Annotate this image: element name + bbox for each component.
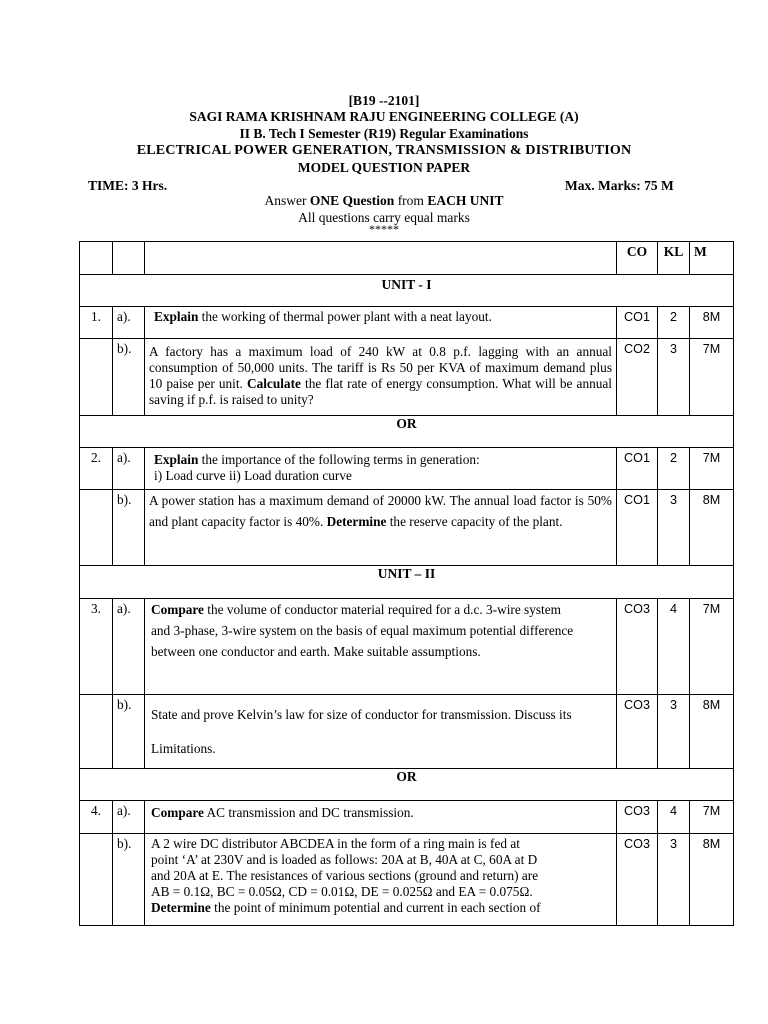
table-header-row	[80, 242, 734, 275]
table-row	[80, 599, 734, 695]
max-marks: Max. Marks: 75 M	[565, 178, 674, 193]
table-row	[80, 339, 734, 416]
question-text: A factory has a maximum load of 240 kW at 0.8 p.f. lagging with an annual consumption of 50,000 units. The tariff is Rs 50 per KVA of maximum demand plus 10 paise per unit. Calculate the flat rate of energy consumption. What will be annual saving if p.f. is raised to unity?	[145, 339, 617, 416]
question-text: A power station has a maximum demand of 20000 kW. The annual load factor is 50% and plant capacity factor is 40%. Determine the reserve capacity of the plant.	[145, 490, 617, 566]
paper-type: MODEL QUESTION PAPER	[297, 160, 471, 175]
question-text: Explain the importance of the following terms in generation: i) Load curve ii) Load duration curve	[145, 448, 617, 490]
marks-value: 8M	[690, 834, 734, 926]
sub-question-label: a).	[113, 801, 145, 834]
kl-value: 4	[658, 801, 690, 834]
sub-question-label: b).	[113, 834, 145, 926]
sub-question-label: b).	[113, 695, 145, 769]
co-value: CO1	[617, 448, 658, 490]
kl-value: 3	[658, 490, 690, 566]
kl-value: 2	[658, 307, 690, 339]
header-kl: KL	[658, 242, 690, 275]
marks-value: 8M	[690, 490, 734, 566]
college-name: SAGI RAMA KRISHNAM RAJU ENGINEERING COLLEGE (A)	[189, 109, 579, 124]
header-co: CO	[617, 242, 658, 275]
blank-cell	[80, 695, 113, 769]
kl-value: 3	[658, 834, 690, 926]
question-number: 3.	[80, 599, 113, 695]
question-text: A 2 wire DC distributor ABCDEA in the form of a ring main is fed at point ‘A’ at 230V and is loaded as follows: 20A at B, 40A at C, 60A at D and 20A at E. The resistances of various sections (ground and return) are AB = 0.1Ω, BC = 0.05Ω, CD = 0.01Ω, DE = 0.025Ω and EA = 0.075Ω. Determine the point of minimum potential and current in each section of	[145, 834, 617, 926]
or-separator: OR	[80, 416, 734, 448]
question-number: 1.	[80, 307, 113, 339]
blank-cell	[80, 834, 113, 926]
blank-cell	[113, 242, 145, 275]
co-value: CO1	[617, 490, 658, 566]
blank-cell	[80, 490, 113, 566]
sub-question-label: b).	[113, 339, 145, 416]
question-number: 2.	[80, 448, 113, 490]
unit-1-heading: UNIT - I	[80, 275, 734, 307]
table-row	[80, 490, 734, 566]
kl-value: 2	[658, 448, 690, 490]
question-text: Compare the volume of conductor material required for a d.c. 3-wire system and 3-phase, 3-wire system on the basis of equal maximum potential difference between one conductor and earth. Make suitable assumptions.	[145, 599, 617, 695]
or-separator: OR	[80, 769, 734, 801]
table-row	[80, 801, 734, 834]
exam-name: II B. Tech I Semester (R19) Regular Examinations	[239, 126, 529, 141]
marks-value: 7M	[690, 801, 734, 834]
kl-value: 3	[658, 695, 690, 769]
unit-row	[80, 566, 734, 599]
marks-value: 8M	[690, 695, 734, 769]
or-row	[80, 416, 734, 448]
instruction-line: Answer ONE Question from EACH UNIT	[264, 193, 504, 208]
table-row	[80, 834, 734, 926]
co-value: CO3	[617, 801, 658, 834]
header-m: M	[690, 242, 734, 275]
question-text: State and prove Kelvin’s law for size of conductor for transmission. Discuss its Limitations.	[145, 695, 617, 769]
unit-row	[80, 275, 734, 307]
blank-cell	[145, 242, 617, 275]
table-row	[80, 695, 734, 769]
instruction-equal-marks: All questions carry equal marks	[298, 210, 470, 225]
subject-title: ELECTRICAL POWER GENERATION, TRANSMISSION & DISTRIBUTION	[136, 143, 632, 158]
table-row	[80, 307, 734, 339]
marks-value: 7M	[690, 339, 734, 416]
blank-cell	[80, 339, 113, 416]
kl-value: 3	[658, 339, 690, 416]
co-value: CO3	[617, 695, 658, 769]
marks-value: 7M	[690, 599, 734, 695]
table-row	[80, 448, 734, 490]
question-table	[79, 241, 734, 926]
sub-question-label: a).	[113, 599, 145, 695]
co-value: CO1	[617, 307, 658, 339]
paper-code: [B19 --2101]	[348, 93, 420, 108]
question-text: Explain the working of thermal power plant with a neat layout.	[145, 307, 617, 339]
unit-2-heading: UNIT – II	[80, 566, 734, 599]
sub-question-label: a).	[113, 307, 145, 339]
question-text: Compare AC transmission and DC transmission.	[145, 801, 617, 834]
kl-value: 4	[658, 599, 690, 695]
marks-value: 7M	[690, 448, 734, 490]
question-number: 4.	[80, 801, 113, 834]
marks-value: 8M	[690, 307, 734, 339]
co-value: CO2	[617, 339, 658, 416]
sub-question-label: a).	[113, 448, 145, 490]
stars-divider: *****	[369, 222, 399, 236]
blank-cell	[80, 242, 113, 275]
co-value: CO3	[617, 834, 658, 926]
sub-question-label: b).	[113, 490, 145, 566]
or-row	[80, 769, 734, 801]
exam-time: TIME: 3 Hrs.	[88, 178, 168, 193]
co-value: CO3	[617, 599, 658, 695]
